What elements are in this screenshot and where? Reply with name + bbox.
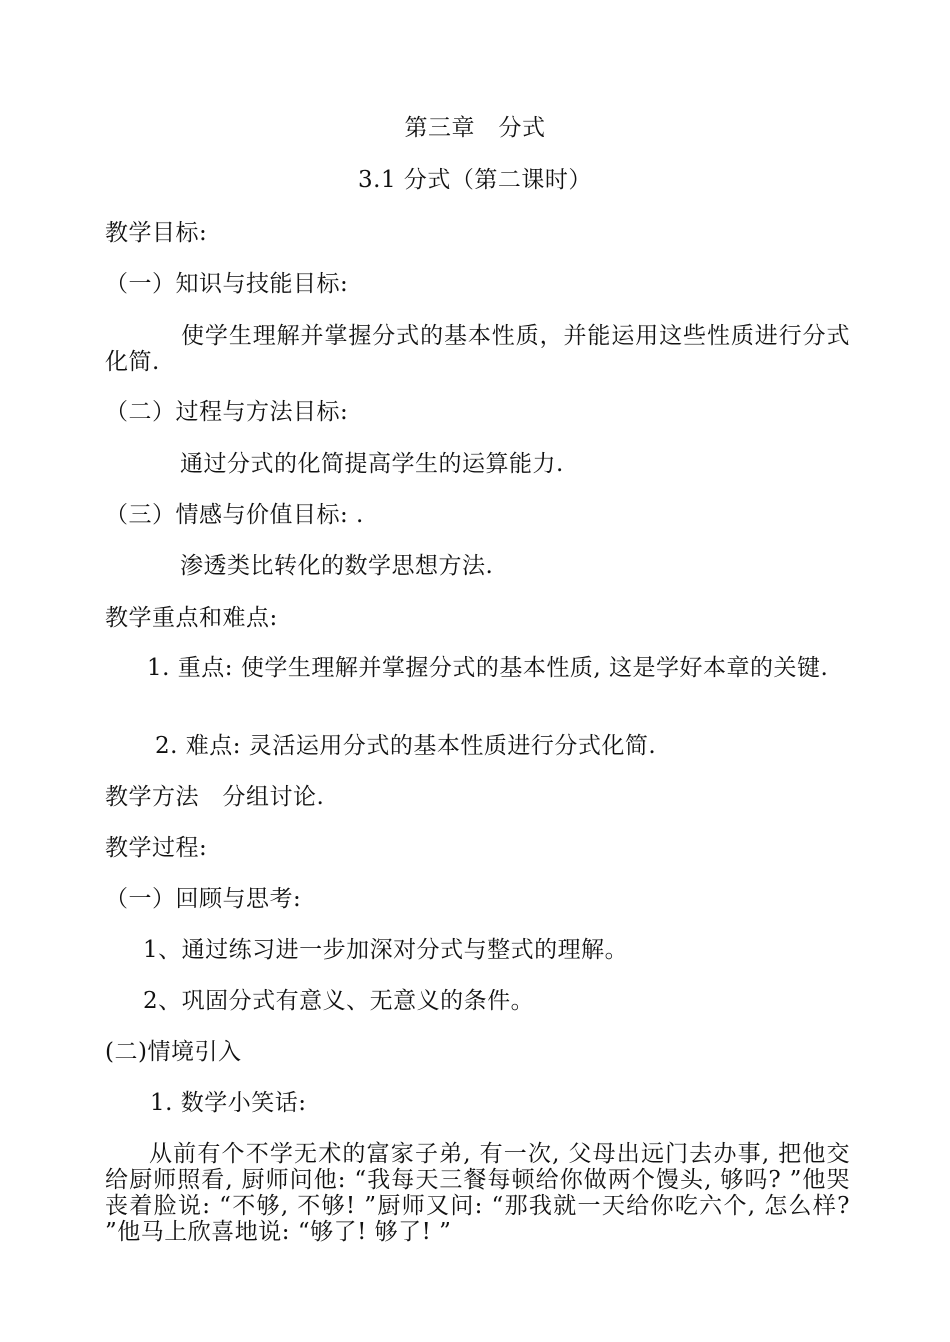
joke-text: 从前有个不学无术的富家子弟, 有一次, 父母出远门去办事, 把他交给厨师照看, 厨师问他: “我每天三餐每顿给你做两个馒头, 够吗? ”他哭丧着脸说: “不够, 不够! ”厨师又问: “那我就一天给你吃六个, 怎么样? ”他马上欣喜地说: “够了! 够了! ” — [105, 1141, 850, 1245]
keypoint-1: 1. 重点: 使学生理解并掌握分式的基本性质, 这是学好本章的关键. — [147, 655, 829, 681]
teaching-method: 教学方法 分组讨论. — [105, 784, 325, 810]
joke-heading: 1. 数学小笑话: — [150, 1090, 307, 1116]
obj3-text: 渗透类比转化的数学思想方法. — [180, 553, 494, 579]
obj1-heading: （一）知识与技能目标: — [105, 271, 349, 297]
objectives-heading: 教学目标: — [105, 220, 208, 246]
lesson-title: 3.1 分式（第二课时） — [358, 167, 592, 193]
process-heading: 教学过程: — [105, 835, 208, 861]
review-item-2: 2、巩固分式有意义、无意义的条件。 — [143, 988, 535, 1014]
chapter-title: 第三章 分式 — [404, 115, 546, 141]
review-item-1: 1、通过练习进一步加深对分式与整式的理解。 — [143, 937, 629, 963]
obj2-text: 通过分式的化简提高学生的运算能力. — [180, 451, 564, 477]
obj2-heading: （二）过程与方法目标: — [105, 399, 349, 425]
keypoints-heading: 教学重点和难点: — [105, 605, 278, 631]
process2-heading: (二)情境引入 — [105, 1039, 242, 1065]
keypoint-2: 2. 难点: 灵活运用分式的基本性质进行分式化简. — [155, 733, 657, 759]
obj3-heading: （三）情感与价值目标: . — [105, 502, 364, 528]
obj1-text: 使学生理解并掌握分式的基本性质，并能运用这些性质进行分式化简. — [105, 323, 850, 375]
process1-heading: （一）回顾与思考: — [105, 886, 302, 912]
